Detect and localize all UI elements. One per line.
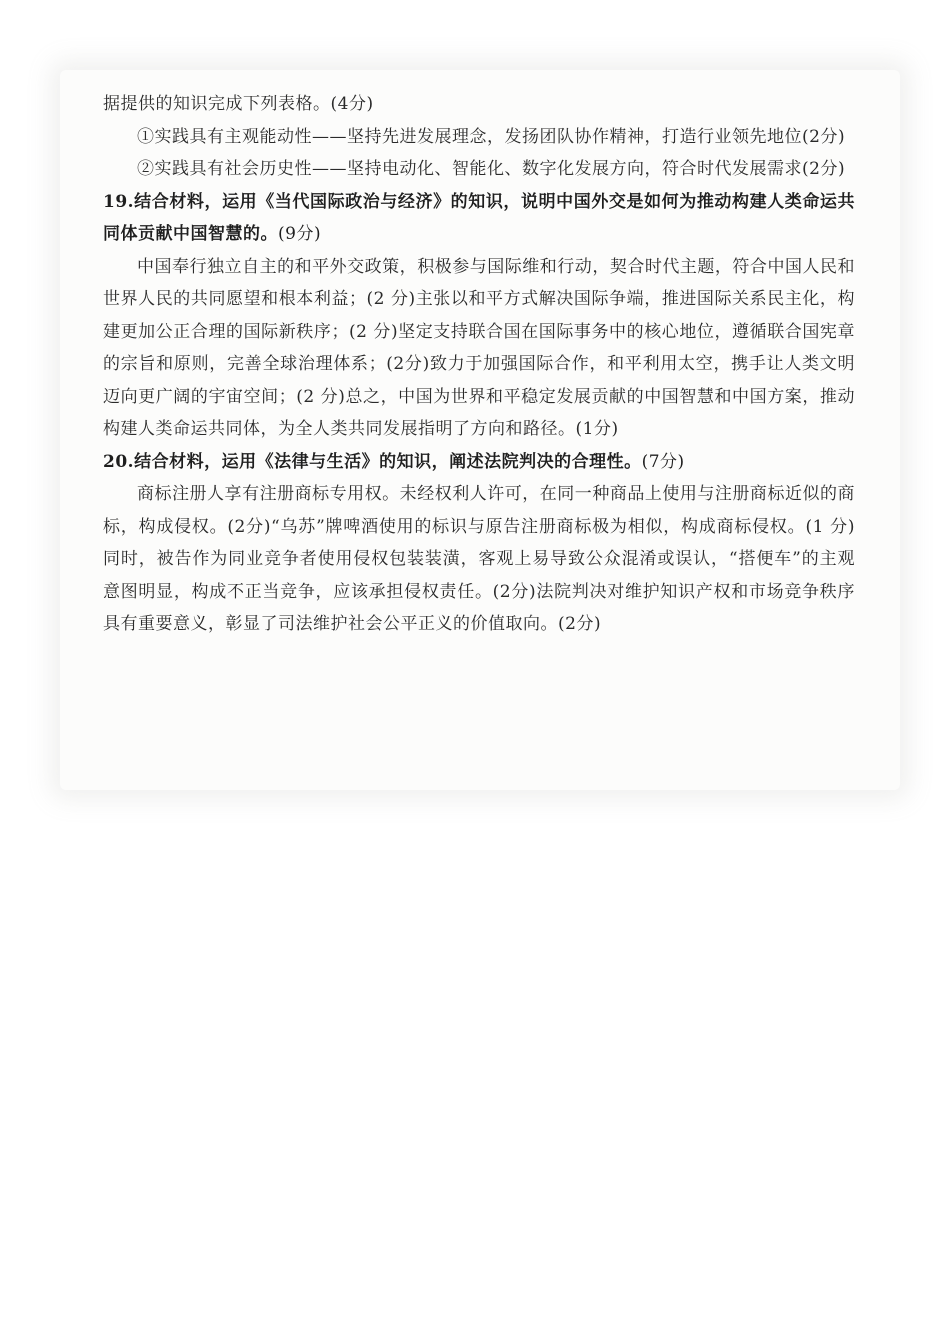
table-answer-2: ②实践具有社会历史性——坚持电动化、智能化、数字化发展方向，符合时代发展需求(2分) — [137, 159, 846, 179]
question-20-text: 20.结合材料，运用《法律与生活》的知识，阐述法院判决的合理性。 — [103, 451, 642, 472]
question-19-score: (9分) — [278, 224, 322, 244]
question-20 — [103, 446, 855, 479]
answer-20: 商标注册人享有注册商标专用权。未经权利人许可，在同一种商品上使用与注册商标近似的商标，构成侵权。(2分)“乌苏”牌啤酒使用的标识与原告注册商标极为相似，构成商标侵权。(1 分)同时，被告作为同业竞争者使用侵权包装装潢，客观上易导致公众混淆或误认，“搭便车”的主观意图明显，构成不正当竞争，应该承担侵权责任。(2分)法院判决对维护知识产权和市场竞争秩序具有重要意义，彰显了司法维护社会公平正义的价值取向。(2分) — [103, 484, 855, 634]
question-19-text: 19.结合材料，运用《当代国际政治与经济》的知识，说明中国外交是如何为推动构建人类命运共同体贡献中国智慧的。 — [103, 191, 855, 244]
intro-line: 据提供的知识完成下列表格。(4分) — [103, 94, 374, 114]
question-19 — [103, 186, 855, 251]
answer-19: 中国奉行独立自主的和平外交政策，积极参与国际维和行动，契合时代主题，符合中国人民和世界人民的共同愿望和根本利益；(2 分)主张以和平方式解决国际争端，推进国际关系民主化，构建更加公正合理的国际新秩序；(2 分)坚定支持联合国在国际事务中的核心地位，遵循联合国宪章的宗旨和原则，完善全球治理体系；(2分)致力于加强国际合作，和平利用太空，携手让人类文明迈向更广阔的宇宙空间；(2 分)总之，中国为世界和平稳定发展贡献的中国智慧和中国方案，推动构建人类命运共同体，为全人类共同发展指明了方向和路径。(1分) — [103, 256, 855, 439]
table-answer-1: ①实践具有主观能动性——坚持先进发展理念，发扬团队协作精神，打造行业领先地位(2分) — [137, 126, 846, 147]
question-20-score: (7分) — [641, 451, 685, 472]
document-content — [103, 88, 855, 641]
